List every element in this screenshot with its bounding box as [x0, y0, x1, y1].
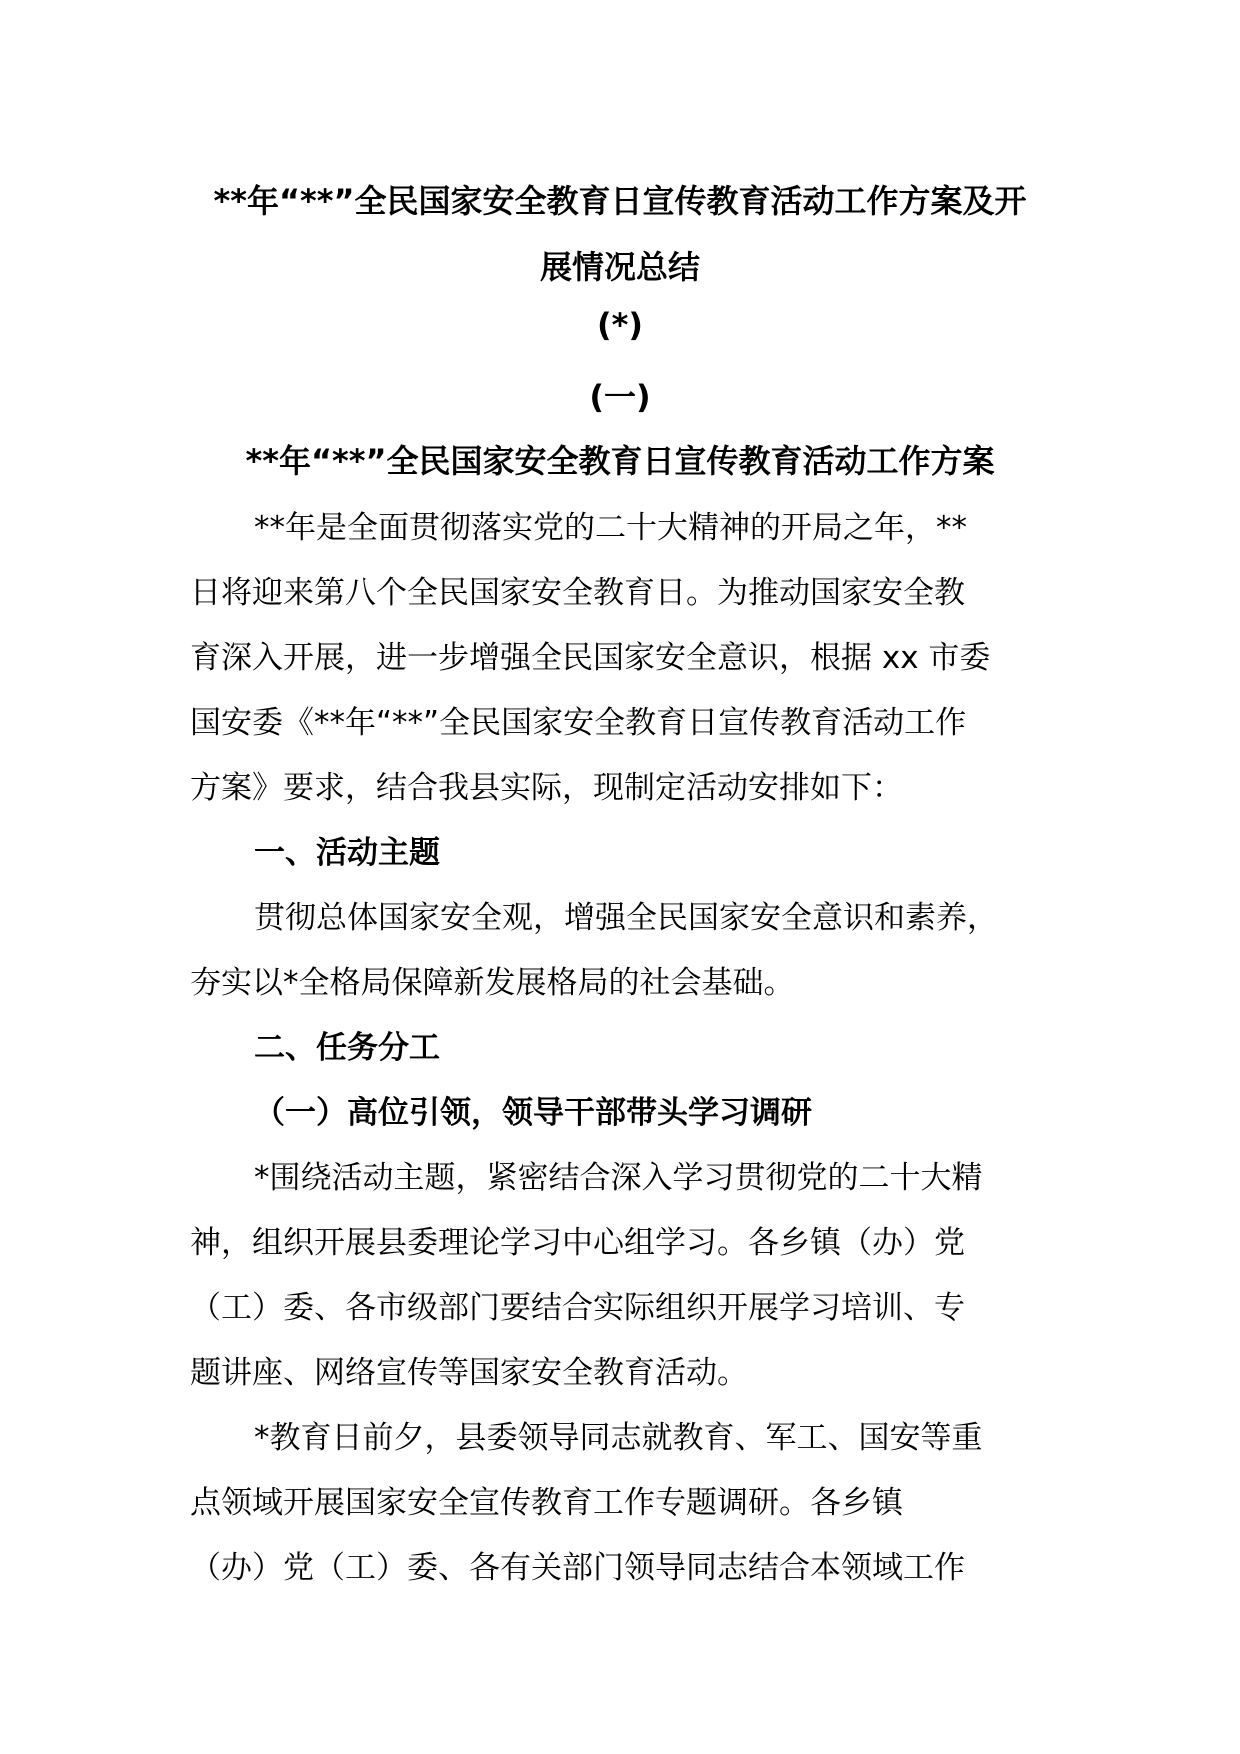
document-body: [190, 496, 1060, 1601]
paragraph-line: 夯实以*全格局保障新发展格局的社会基础。: [190, 965, 795, 1001]
section-heading: 二、任务分工: [254, 1030, 440, 1066]
paragraph-line: *围绕活动主题，紧密结合深入学习贯彻党的二十大精: [254, 1160, 983, 1196]
paragraph-line: 国安委《**年“**”全民国家安全教育日宣传教育活动工作: [190, 705, 967, 741]
paragraph-line: （办）党（工）委、各有关部门领导同志结合本领域工作: [190, 1550, 965, 1586]
section-heading: 一、活动主题: [254, 835, 440, 871]
paragraph-line: 神，组织开展县委理论学习中心组学习。各乡镇（办）党: [190, 1225, 965, 1261]
paragraph-line: 点领域开展国家安全宣传教育工作专题调研。各乡镇: [190, 1485, 903, 1521]
paragraph-line: **年是全面贯彻落实党的二十大精神的开局之年，**: [254, 510, 967, 546]
paragraph-line: *教育日前夕，县委领导同志就教育、军工、国安等重: [254, 1420, 983, 1456]
paragraph-line: 日将迎来第八个全民国家安全教育日。为推动国家安全教: [190, 575, 965, 611]
paragraph-line: 方案》要求，结合我县实际，现制定活动安排如下：: [190, 770, 903, 806]
paragraph-line: 贯彻总体国家安全观，增强全民国家安全意识和素养，: [254, 900, 998, 936]
section-marker-star: (*): [597, 306, 643, 344]
document-title-line1: **年“**”全民国家安全教育日宣传教育活动工作方案及开: [213, 182, 1027, 220]
paragraph-line: （工）委、各市级部门要结合实际组织开展学习培训、专: [190, 1290, 965, 1326]
document-title-line2: 展情况总结: [539, 248, 700, 286]
paragraph-line: 育深入开展，进一步增强全民国家安全意识，根据 xx 市委: [190, 640, 991, 676]
section-heading: （一）高位引领，领导干部带头学习调研: [254, 1095, 812, 1131]
section-marker-one: (一): [589, 378, 651, 416]
document-subtitle: **年“**”全民国家安全教育日宣传教育活动工作方案: [245, 442, 995, 480]
paragraph-line: 题讲座、网络宣传等国家安全教育活动。: [190, 1355, 748, 1391]
